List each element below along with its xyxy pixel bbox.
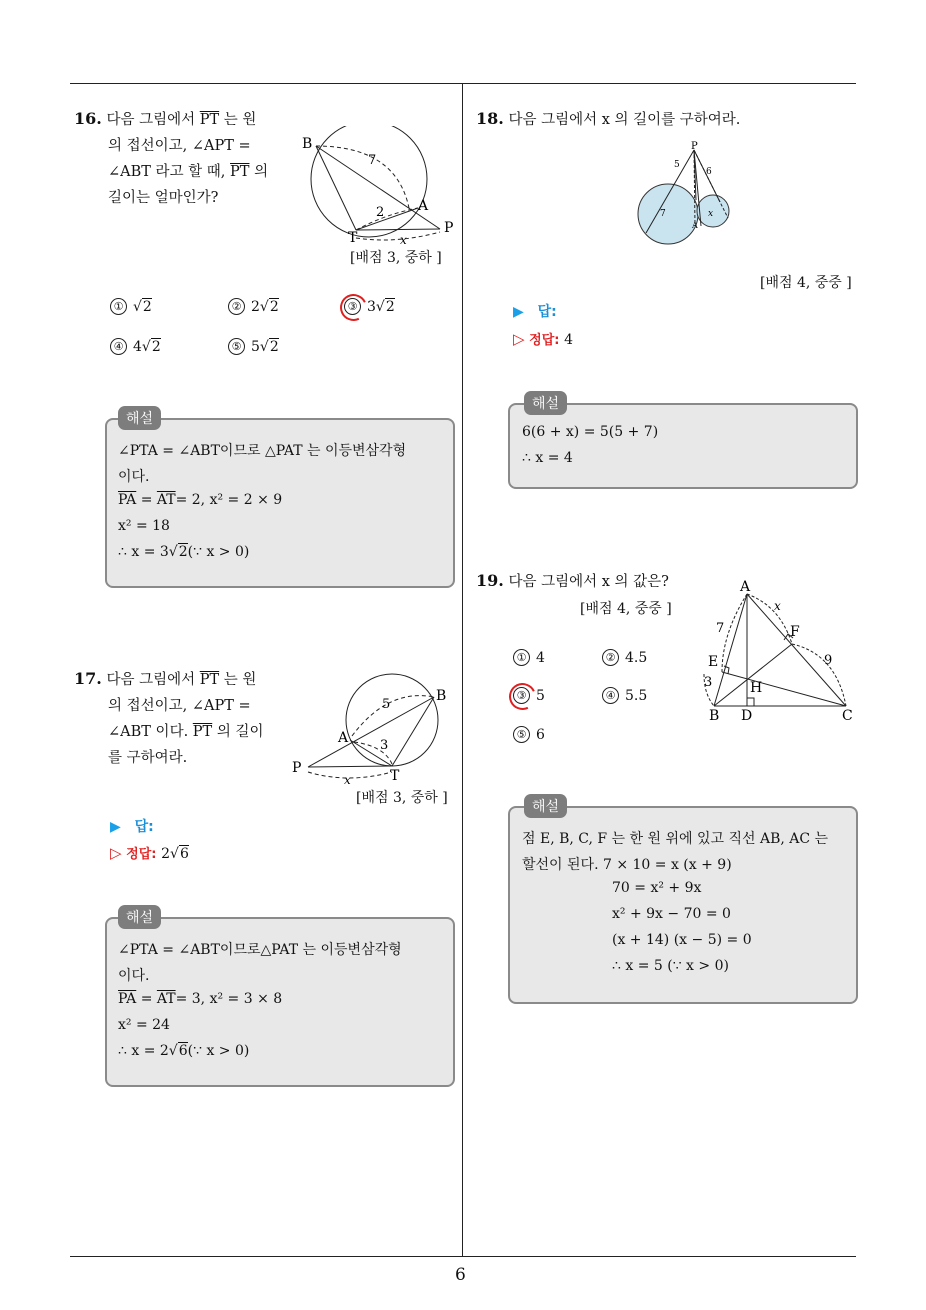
explanation-line: x² = 24 (118, 1017, 170, 1033)
choice-19-1[interactable] (513, 649, 545, 666)
figure-18 (630, 140, 740, 250)
score-17: [배점 3, 중하 ] (356, 790, 448, 806)
correct-label: 정답: (529, 333, 560, 348)
choice-16-3[interactable]: ③ 3√2 (344, 298, 395, 315)
question-16 (74, 106, 284, 211)
question-number: 19. (476, 571, 504, 590)
choice-number: ④ (602, 687, 619, 704)
answer-row-18 (513, 301, 557, 321)
question-text: 의 (249, 164, 269, 180)
selected-answer-mark: ③ (513, 687, 530, 704)
explanation-line: 점 E, B, C, F 는 한 원 위에 있고 직선 AB, AC 는 (522, 831, 829, 847)
label-p: P (691, 141, 698, 152)
explanation-line: x² + 9x − 70 = 0 (612, 906, 731, 922)
selected-answer-mark: ③ (344, 298, 361, 315)
explanation-line: ∠PTA = ∠ABT이므로 △PAT 는 이등변삼각형 (118, 443, 407, 459)
explanation-line: ∴ x = 5 (∵ x > 0) (612, 958, 729, 974)
label-c: C (842, 708, 853, 724)
explanation-tag: 해설 (524, 794, 567, 818)
explanation-line: ∠PTA = ∠ABT이므로△PAT 는 이등변삼각형 (118, 942, 402, 958)
label-3: 3 (380, 738, 389, 753)
choice-value: 6 (536, 727, 545, 743)
arrow-icon: ▶ (110, 819, 121, 835)
label-f: F (790, 624, 800, 640)
correct-answer-18 (513, 329, 573, 348)
correct-label: 정답: (126, 847, 157, 862)
correct-value: 2 (161, 846, 171, 862)
explanation-tag: 해설 (118, 406, 161, 430)
question-text: ∠ABT 라고 할 때, (108, 164, 231, 180)
question-number: 18. (476, 109, 504, 128)
choice-number: ⑤ (228, 338, 245, 355)
explanation-line: ∴ x = 3√2(∵ x > 0) (118, 544, 250, 560)
figure-16 (296, 126, 462, 250)
question-text: 는 원 (219, 672, 257, 688)
question-text: ∠ABT 이다. (108, 724, 193, 740)
label-2: 2 (376, 205, 385, 220)
label-t: T (348, 230, 358, 246)
answer-row-17 (110, 816, 154, 836)
bottom-rule (70, 1256, 856, 1257)
question-number: 16. (74, 109, 102, 128)
question-18 (476, 106, 740, 133)
question-17 (74, 666, 284, 771)
triangle-outline-icon: ▷ (513, 330, 525, 348)
choice-value: 4.5 (625, 650, 648, 666)
explanation-line: (x + 14) (x − 5) = 0 (612, 932, 752, 948)
label-7: 7 (660, 209, 666, 219)
choice-19-3[interactable] (513, 687, 545, 704)
top-rule (70, 83, 856, 84)
question-19 (476, 568, 669, 595)
choice-value: 4 (536, 650, 545, 666)
arrow-icon: ▶ (513, 304, 524, 320)
page-number: 6 (455, 1265, 466, 1285)
answer-label: 답: (537, 304, 557, 320)
label-a: A (692, 221, 698, 230)
choice-value: 3 (367, 299, 376, 315)
label-5: 5 (674, 160, 680, 170)
explanation-line: 6(6 + x) = 5(5 + 7) (522, 424, 659, 440)
column-divider (462, 83, 463, 1257)
segment-pt: $\overline{PT}$ (230, 164, 250, 180)
label-5: 5 (382, 697, 391, 712)
label-3: 3 (704, 675, 713, 690)
score-16: [배점 3, 중하 ] (350, 250, 442, 266)
score-19: [배점 4, 중중 ] (580, 601, 672, 617)
label-9: 9 (824, 653, 833, 668)
explanation-line: 이다. (118, 968, 150, 984)
label-d: D (741, 708, 753, 724)
choice-number: ⑤ (513, 726, 530, 743)
question-text: 다음 그림에서 x 의 길이를 구하여라. (508, 112, 741, 128)
choice-19-2[interactable] (602, 649, 647, 666)
label-e: E (708, 654, 719, 670)
label-a: A (338, 730, 349, 746)
label-h: H (750, 680, 763, 696)
explanation-tag: 해설 (118, 905, 161, 929)
question-text: 다음 그림에서 (106, 672, 200, 688)
choice-number: ④ (110, 338, 127, 355)
label-t: T (390, 768, 400, 784)
label-b: B (436, 688, 447, 704)
label-a: A (418, 198, 429, 214)
question-text: 다음 그림에서 x 의 값은? (508, 574, 669, 590)
choice-16-4[interactable]: ④ 4√2 (110, 338, 161, 355)
explanation-tag: 해설 (524, 391, 567, 415)
correct-value: 4 (564, 332, 574, 348)
choice-value: 4 (133, 339, 142, 355)
correct-answer-17: ▷ 정답: 2√6 (110, 844, 189, 862)
label-7: 7 (368, 153, 377, 168)
triangle-outline-icon: ▷ (110, 844, 122, 862)
question-text: 는 원 (219, 112, 257, 128)
choice-16-2[interactable]: ② 2√2 (228, 298, 279, 315)
segment-pt: $\overline{PT}$ (199, 672, 220, 688)
label-x: x (400, 233, 407, 247)
label-p: P (292, 760, 302, 776)
choice-value: 2 (251, 299, 260, 315)
choice-19-5[interactable] (513, 726, 545, 743)
explanation-line: x² = 18 (118, 518, 170, 534)
figure-17 (288, 672, 458, 790)
question-number: 17. (74, 669, 102, 688)
question-text: 의 접선이고, ∠APT = (108, 138, 251, 154)
label-x: x (774, 599, 781, 613)
choice-value: 5 (251, 339, 260, 355)
choice-19-4[interactable] (602, 687, 647, 704)
question-text: 를 구하여라. (108, 750, 188, 766)
label-x: x (344, 773, 351, 787)
choice-number: ② (228, 298, 245, 315)
label-6: 6 (706, 167, 712, 177)
label-7: 7 (716, 621, 725, 636)
choice-16-5[interactable]: ⑤ 5√2 (228, 338, 279, 355)
choice-number: ② (602, 649, 619, 666)
question-text: 다음 그림에서 (106, 112, 200, 128)
label-b: B (709, 708, 720, 724)
explanation-line: 70 = x² + 9x (612, 880, 702, 896)
question-text: 길이는 얼마인가? (108, 190, 219, 206)
label-x: x (708, 209, 714, 219)
explanation-line: $\overline{PA} = \overline{AT}= 2$, x² = 2 × 9 (118, 492, 283, 508)
figure-19 (696, 574, 862, 726)
label-b: B (302, 136, 313, 152)
answer-label: 답: (134, 819, 154, 835)
question-text: 의 길이 (212, 724, 264, 740)
score-18: [배점 4, 중중 ] (760, 275, 852, 291)
choice-number: ① (513, 649, 530, 666)
explanation-line: ∴ x = 4 (522, 450, 573, 466)
question-text: 의 접선이고, ∠APT = (108, 698, 251, 714)
choice-16-1[interactable]: ① √2 (110, 298, 152, 315)
label-a: A (740, 579, 751, 595)
choice-value: 2 (142, 299, 152, 315)
explanation-box-18 (508, 403, 858, 489)
explanation-line: 이다. (118, 469, 150, 485)
choice-number: ① (110, 298, 127, 315)
choice-value: 5 (536, 688, 545, 704)
explanation-line: ∴ x = 2√6(∵ x > 0) (118, 1043, 250, 1059)
segment-pt: $\overline{PT}$ (192, 724, 213, 740)
label-p: P (444, 220, 454, 236)
segment-pt: $\overline{PT}$ (199, 112, 220, 128)
explanation-line: $\overline{PA} = \overline{AT}= 3$, x² = 3 × 8 (118, 991, 283, 1007)
explanation-line: 할선이 된다. 7 × 10 = x (x + 9) (522, 857, 732, 873)
choice-value: 5.5 (625, 688, 648, 704)
